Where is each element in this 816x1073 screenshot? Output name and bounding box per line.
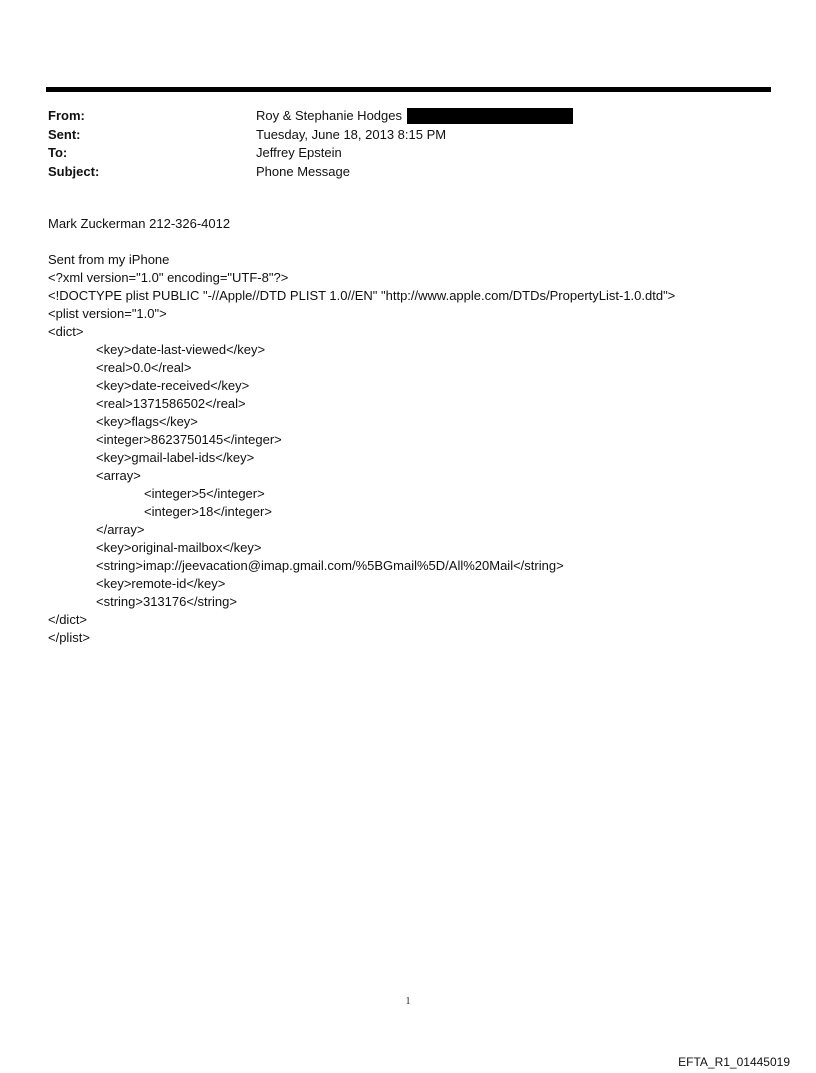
plist-line: <key>date-received</key> bbox=[96, 378, 250, 393]
plist-line: <plist version="1.0"> bbox=[48, 306, 167, 321]
plist-line: <integer>18</integer> bbox=[144, 504, 272, 519]
email-header bbox=[48, 107, 573, 181]
bates-number: EFTA_R1_01445019 bbox=[678, 1055, 790, 1069]
plist-line: <array> bbox=[96, 468, 141, 483]
email-body bbox=[48, 215, 675, 647]
spacer bbox=[48, 233, 675, 251]
plist-line: <?xml version="1.0" encoding="UTF-8"?> bbox=[48, 270, 289, 285]
from-value-wrap bbox=[256, 107, 573, 126]
plist-line: <string>imap://jeevacation@imap.gmail.com/%5BGmail%5D/All%20Mail</string> bbox=[96, 558, 564, 573]
to-label: To: bbox=[48, 145, 68, 160]
plist-line: </plist> bbox=[48, 630, 90, 645]
plist-line: <integer>8623750145</integer> bbox=[96, 432, 282, 447]
sent-row bbox=[48, 126, 573, 145]
plist-line: <dict> bbox=[48, 324, 84, 339]
to-value: Jeffrey Epstein bbox=[256, 145, 342, 160]
plist-line: <key>date-last-viewed</key> bbox=[96, 342, 266, 357]
plist-line: <key>gmail-label-ids</key> bbox=[96, 450, 255, 465]
redaction-block bbox=[407, 108, 573, 124]
plist-line: <real>1371586502</real> bbox=[96, 396, 246, 411]
plist-line: </dict> bbox=[48, 612, 88, 627]
sent-label: Sent: bbox=[48, 126, 81, 142]
plist-line: <real>0.0</real> bbox=[96, 360, 192, 375]
from-label: From: bbox=[48, 108, 85, 123]
signature-text: Sent from my iPhone bbox=[48, 252, 170, 267]
subject-row bbox=[48, 163, 573, 182]
plist-line: <string>313176</string> bbox=[96, 594, 237, 609]
from-value: Roy & Stephanie Hodges bbox=[256, 108, 402, 123]
subject-value: Phone Message bbox=[256, 163, 350, 179]
plist-line: <!DOCTYPE plist PUBLIC "-//Apple//DTD PLIST 1.0//EN" "http://www.apple.com/DTDs/PropertyList-1.0.dtd"> bbox=[48, 288, 676, 303]
message-text: Mark Zuckerman 212-326-4012 bbox=[48, 216, 231, 231]
plist-line: <key>flags</key> bbox=[96, 414, 198, 429]
page-number: 1 bbox=[405, 996, 411, 1007]
sent-value: Tuesday, June 18, 2013 8:15 PM bbox=[256, 126, 447, 142]
plist-line: </array> bbox=[96, 522, 145, 537]
plist-line: <integer>5</integer> bbox=[144, 486, 265, 501]
from-row bbox=[48, 107, 573, 126]
header-divider bbox=[46, 87, 771, 92]
plist-line: <key>remote-id</key> bbox=[96, 576, 226, 591]
subject-label: Subject: bbox=[48, 163, 100, 179]
plist-line: <key>original-mailbox</key> bbox=[96, 540, 262, 555]
to-row bbox=[48, 144, 573, 163]
